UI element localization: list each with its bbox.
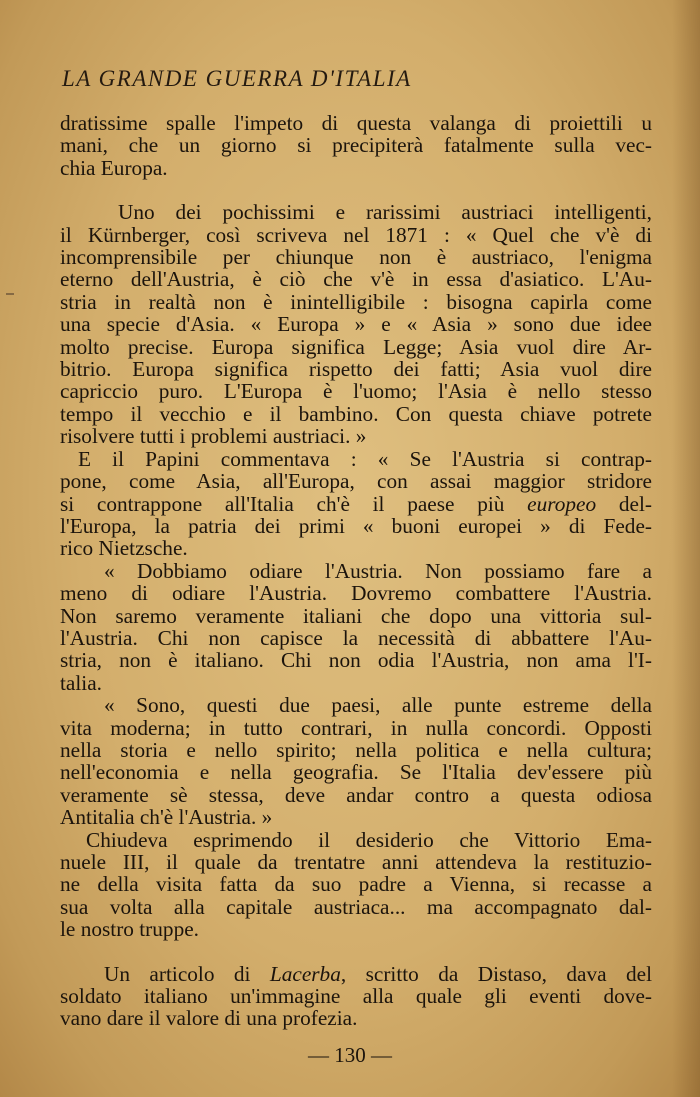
page-edge-shadow [672, 0, 700, 1097]
text-line: Antitalia ch'è l'Austria. » [60, 805, 273, 830]
text-segment: del- [596, 491, 652, 516]
page-number: — 130 — [308, 1043, 392, 1067]
text-line: le nostro truppe. [60, 917, 199, 942]
body-text [60, 112, 652, 1030]
text-line: dratissime spalle l'impeto di questa valanga di proiettili u [60, 111, 652, 135]
margin-mark [6, 293, 14, 295]
text-line: « Dobbiamo odiare l'Austria. Non possiamo fare a [104, 558, 652, 583]
text-line: capriccio puro. L'Europa è l'uomo; l'Asia è nello stesso [60, 379, 652, 404]
text-line: Non saremo veramente italiani che dopo una vittoria sul- [60, 603, 652, 628]
text-line: nella storia e nello spirito; nella politica e nella cultura; [60, 737, 652, 762]
text-line: il Kürnberger, così scriveva nel 1871 : « Quel che v'è di [60, 222, 652, 247]
text-line: nell'economia e nella geografia. Se l'Italia dev'essere più [60, 760, 652, 785]
paragraph-7 [60, 963, 652, 1030]
emphasized-word: europeo [527, 491, 597, 516]
text-line: rico Nietzsche. [60, 536, 188, 561]
text-line: ne della visita fatta da suo padre a Vienna, si recasse a [60, 872, 652, 897]
emphasized-word: Lacerba [269, 961, 341, 986]
paragraph-3 [60, 448, 652, 560]
text-line: mani, che un giorno si precipiterà fatalmente sulla vec- [60, 133, 652, 158]
text-line: l'Austria. Chi non capisce la necessità di abbattere l'Au- [60, 625, 652, 650]
text-segment: si contrappone all'Italia ch'è il paese più [60, 491, 528, 516]
text-line: eterno dell'Austria, è ciò che v'è in essa d'asiatico. L'Au- [60, 267, 652, 292]
text-line: pone, come Asia, all'Europa, con assai maggior stridore [60, 469, 652, 494]
text-line: nuele III, il quale da trentatre anni attendeva la restituzio- [60, 850, 652, 874]
text-line: vita moderna; in tutto contrari, in nulla concordi. Opposti [60, 715, 652, 740]
text-line: incomprensibile per chiunque non è austriaco, l'enigma [60, 245, 652, 270]
text-line-with-emphasis [60, 493, 652, 515]
text-line: chia Europa. [60, 155, 168, 180]
running-title: LA GRANDE GUERRA D'ITALIA [62, 66, 412, 91]
text-line: una specie d'Asia. « Europa » e « Asia » sono due idee [60, 312, 652, 337]
paragraph-5 [60, 694, 652, 828]
text-line-with-emphasis [60, 963, 652, 985]
text-line: molto precise. Europa significa Legge; Asia vuol dire Ar- [60, 334, 652, 359]
text-segment: Un articolo di [104, 961, 270, 986]
paragraph-6 [60, 829, 652, 941]
text-line: risolvere tutti i problemi austriaci. » [60, 424, 367, 449]
text-segment: , scritto da Distaso, dava del [340, 961, 652, 986]
paragraph-4 [60, 560, 652, 694]
text-line: Chiudeva esprimendo il desiderio che Vittorio Ema- [86, 827, 652, 852]
text-line: vano dare il valore di una profezia. [60, 1006, 358, 1031]
text-line: Uno dei pochissimi e rarissimi austriaci intelligenti, [118, 200, 652, 225]
paragraph-2 [60, 201, 652, 447]
text-line: meno di odiare l'Austria. Dovremo combattere l'Austria. [60, 581, 652, 606]
text-line: tempo il vecchio e il bambino. Con questa chiave potrete [60, 401, 652, 426]
text-line: stria, non è italiano. Chi non odia l'Austria, non ama l'I- [60, 648, 652, 673]
text-line: bitrio. Europa significa rispetto dei fatti; Asia vuol dire [60, 357, 652, 382]
text-line: veramente sè stessa, deve andar contro a questa odiosa [60, 782, 652, 807]
text-line: stria in realtà non è inintelligibile : bisogna capirla come [60, 289, 652, 314]
text-line: soldato italiano un'immagine alla quale gli eventi dove- [60, 984, 652, 1009]
text-line: E il Papini commentava : « Se l'Austria si contrap- [78, 446, 652, 471]
paragraph-1 [60, 112, 652, 179]
text-line: « Sono, questi due paesi, alle punte estreme della [104, 693, 652, 718]
text-line: talia. [60, 670, 102, 695]
text-line: l'Europa, la patria dei primi « buoni europei » di Fede- [60, 513, 652, 538]
text-line: sua volta alla capitale austriaca... ma accompagnato dal- [60, 894, 652, 919]
